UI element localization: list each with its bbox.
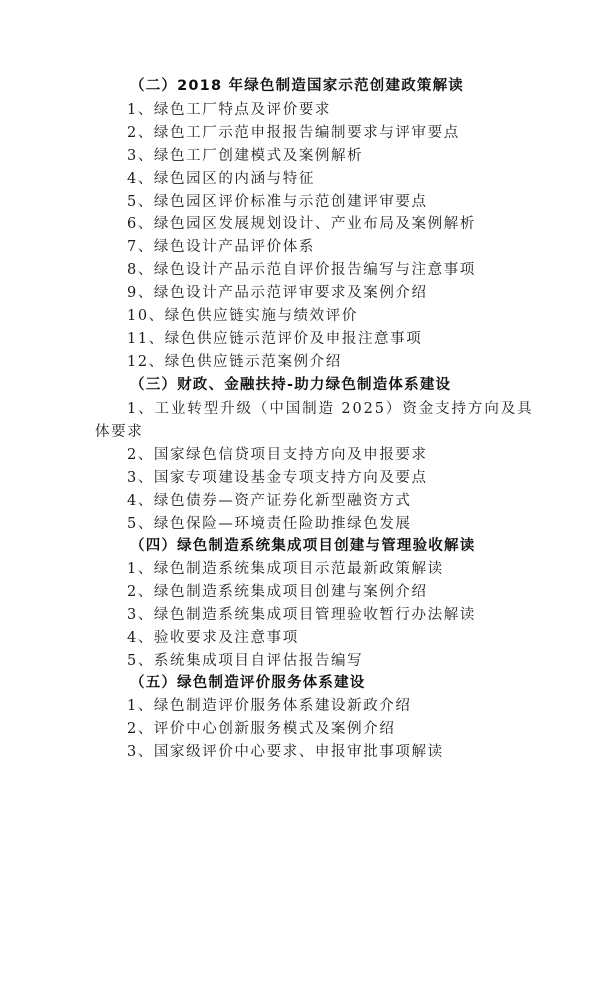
section-3-item-4: 4、绿色债券—资产证券化新型融资方式 — [127, 493, 412, 509]
section-3-item-5: 5、绿色保险—环境责任险助推绿色发展 — [127, 516, 412, 532]
section-2-item-2: 2、绿色工厂示范申报报告编制要求与评审要点 — [127, 125, 460, 141]
section-4-item-5: 5、系统集成项目自评估报告编写 — [127, 653, 364, 669]
section-5-heading: （五）绿色制造评价服务体系建设 — [130, 675, 366, 691]
section-2-item-4: 4、绿色园区的内涵与特征 — [127, 171, 315, 187]
section-4-item-3: 3、绿色制造系统集成项目管理验收暂行办法解读 — [127, 607, 476, 623]
section-2-item-6: 6、绿色园区发展规划设计、产业布局及案例解析 — [127, 216, 476, 232]
section-2-item-1: 1、绿色工厂特点及评价要求 — [127, 102, 332, 118]
section-2-item-3: 3、绿色工厂创建模式及案例解析 — [127, 148, 364, 164]
section-4-item-1: 1、绿色制造系统集成项目示范最新政策解读 — [127, 561, 444, 577]
section-3-item-1-continued: 体要求 — [95, 424, 144, 440]
section-4-item-4: 4、验收要求及注意事项 — [127, 630, 299, 646]
section-5-item-3: 3、国家级评价中心要求、申报审批事项解读 — [127, 744, 444, 760]
section-2-item-7: 7、绿色设计产品评价体系 — [127, 239, 315, 255]
section-5-item-1: 1、绿色制造评价服务体系建设新政介绍 — [127, 698, 412, 714]
section-2-item-8: 8、绿色设计产品示范自评价报告编写与注意事项 — [127, 262, 476, 278]
section-3-heading: （三）财政、金融扶持-助力绿色制造体系建设 — [130, 377, 452, 393]
section-2-heading: （二）2018 年绿色制造国家示范创建政策解读 — [130, 78, 465, 94]
section-3-item-1: 1、工业转型升级（中国制造 2025）资金支持方向及具 — [127, 401, 534, 417]
section-2-item-9: 9、绿色设计产品示范评审要求及案例介绍 — [127, 285, 428, 301]
section-5-item-2: 2、评价中心创新服务模式及案例介绍 — [127, 721, 396, 737]
section-2-item-5: 5、绿色园区评价标准与示范创建评审要点 — [127, 194, 428, 210]
section-2-item-11: 11、绿色供应链示范评价及申报注意事项 — [127, 331, 423, 347]
section-3-item-3: 3、国家专项建设基金专项支持方向及要点 — [127, 470, 428, 486]
section-2-item-10: 10、绿色供应链实施与绩效评价 — [127, 308, 358, 324]
section-2-item-12: 12、绿色供应链示范案例介绍 — [127, 354, 342, 370]
section-4-heading: （四）绿色制造系统集成项目创建与管理验收解读 — [130, 538, 476, 554]
section-3-item-2: 2、国家绿色信贷项目支持方向及申报要求 — [127, 447, 428, 463]
section-4-item-2: 2、绿色制造系统集成项目创建与案例介绍 — [127, 584, 428, 600]
